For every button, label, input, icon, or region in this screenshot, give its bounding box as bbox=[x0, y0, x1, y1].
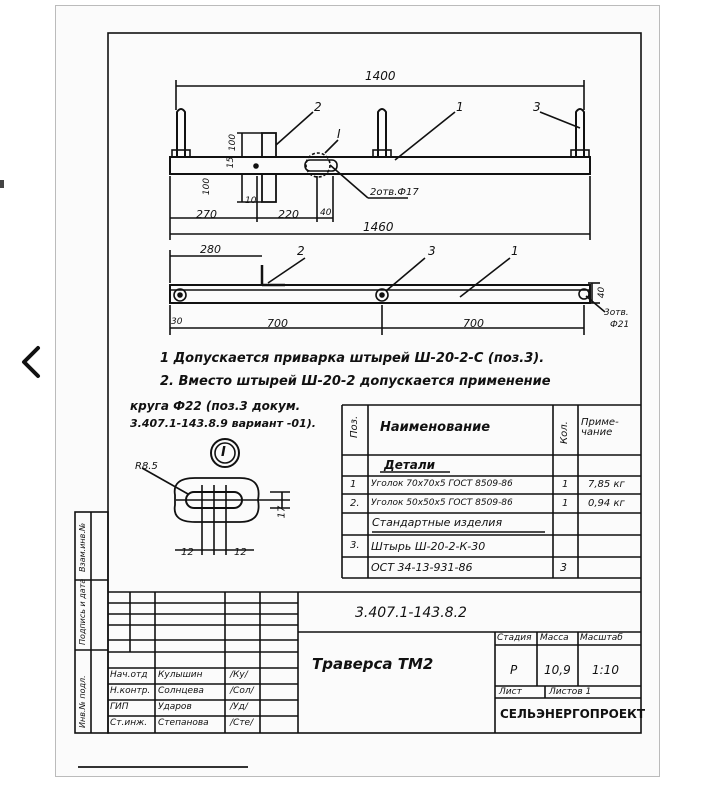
detail-title: I bbox=[221, 445, 226, 460]
signer2-sign: /Сол/ bbox=[230, 686, 254, 696]
col-header-qty: Кол. bbox=[559, 421, 570, 444]
row3-pos: 3. bbox=[350, 540, 360, 551]
dim-40-side: 40 bbox=[597, 286, 608, 299]
signer1-role: Нач.отд bbox=[110, 670, 148, 680]
detail-marker-I: I bbox=[337, 127, 341, 141]
section-details: Детали bbox=[384, 458, 436, 472]
dim-280: 280 bbox=[200, 243, 221, 256]
detail-view bbox=[142, 439, 290, 555]
signer3-sign: /Уд/ bbox=[230, 702, 248, 712]
row3-name: Штырь Ш-20-2-К-30 bbox=[371, 540, 486, 553]
detail-dim-12-b: 12 bbox=[234, 547, 247, 558]
signer1-name: Кулышин bbox=[158, 670, 203, 680]
callout-1-side: 1 bbox=[511, 244, 519, 258]
stamp-signature-date: Подпись и дата bbox=[78, 578, 87, 645]
signer2-role: Н.контр. bbox=[110, 686, 151, 696]
hole-note-side-2: Ф21 bbox=[610, 320, 630, 330]
dim-30: 30 bbox=[171, 317, 183, 327]
row2-pos: 2. bbox=[350, 498, 360, 509]
side-view bbox=[170, 250, 608, 335]
dim-1400: 1400 bbox=[365, 69, 396, 83]
callout-1-top: 1 bbox=[456, 100, 464, 114]
signer1-sign: /Ку/ bbox=[230, 670, 248, 680]
scale-value: 1:10 bbox=[592, 663, 619, 677]
scale-header: Масштаб bbox=[580, 633, 623, 643]
row4-name: ОСТ 34-13-931-86 bbox=[371, 561, 473, 574]
section-standard: Стандартные изделия bbox=[372, 516, 503, 529]
callout-3-side: 3 bbox=[428, 244, 436, 258]
dim-700-b: 700 bbox=[463, 317, 484, 330]
dim-40: 40 bbox=[320, 208, 332, 218]
detail-dim-17: 17 bbox=[276, 505, 288, 519]
stamp-original-inv: Инв.№ подл. bbox=[78, 675, 87, 728]
signer4-name: Степанова bbox=[158, 718, 209, 728]
row1-note: 7,85 кг bbox=[588, 479, 625, 490]
row1-name: Уголок 70х70х5 ГОСТ 8509-86 bbox=[371, 479, 513, 489]
signer4-role: Ст.инж. bbox=[110, 718, 148, 728]
row2-name: Уголок 50х50х5 ГОСТ 8509-86 bbox=[371, 498, 513, 508]
callout-3-top: 3 bbox=[533, 100, 541, 114]
row4-qty: 3 bbox=[560, 561, 567, 574]
row1-pos: 1 bbox=[350, 479, 357, 490]
row2-qty: 1 bbox=[562, 498, 569, 509]
dim-700-a: 700 bbox=[267, 317, 288, 330]
doc-code: 3.407.1-143.8.2 bbox=[355, 605, 467, 621]
dim-100-top: 100 bbox=[228, 133, 239, 152]
detail-dim-12-a: 12 bbox=[181, 547, 194, 558]
hole-note-side-1: 3отв. bbox=[604, 308, 629, 318]
dim-10: 10 bbox=[245, 196, 257, 206]
row1-qty: 1 bbox=[562, 479, 569, 490]
row2-note: 0,94 кг bbox=[588, 498, 625, 509]
stage-header: Стадия bbox=[497, 633, 532, 643]
stage-value: Р bbox=[510, 663, 518, 677]
note-2-line-1: 2. Вместо штырей Ш-20-2 допускается применение bbox=[160, 374, 551, 389]
dim-270: 270 bbox=[196, 208, 217, 221]
sheet-label: Лист bbox=[499, 687, 522, 697]
dim-220: 220 bbox=[278, 208, 299, 221]
sheets-label: Листов 1 bbox=[549, 687, 592, 697]
dim-100-bottom: 100 bbox=[202, 177, 213, 196]
dim-15: 15 bbox=[226, 156, 237, 169]
col-header-note: Приме-чание bbox=[581, 417, 619, 438]
stamp-replace-inv: Взам.инв.№ bbox=[78, 522, 87, 572]
callout-2-side: 2 bbox=[297, 244, 305, 258]
note-2-line-3: 3.407.1-143.8.9 вариант -01). bbox=[130, 417, 316, 430]
signer3-role: ГИП bbox=[110, 702, 129, 712]
dim-1460: 1460 bbox=[363, 220, 394, 234]
signer4-sign: /Сте/ bbox=[230, 718, 254, 728]
signer2-name: Солнцева bbox=[158, 686, 204, 696]
organization-name: СЕЛЬЭНЕРГОПРОЕКТ bbox=[500, 707, 646, 721]
col-header-pos: Поз. bbox=[349, 415, 360, 438]
note-1: 1 Допускается приварка штырей Ш-20-2-С (поз.3). bbox=[160, 351, 545, 366]
hole-note-top: 2отв.Ф17 bbox=[370, 187, 419, 198]
detail-radius: R8.5 bbox=[135, 461, 158, 472]
callout-2-top: 2 bbox=[314, 100, 322, 114]
note-2-line-2: круга Ф22 (поз.3 докум. bbox=[130, 399, 301, 413]
mass-header: Масса bbox=[540, 633, 569, 643]
col-header-name: Наименование bbox=[380, 420, 491, 435]
mass-value: 10,9 bbox=[544, 663, 571, 677]
signer3-name: Ударов bbox=[158, 702, 192, 712]
drawing-title: Траверса ТМ2 bbox=[312, 655, 434, 673]
